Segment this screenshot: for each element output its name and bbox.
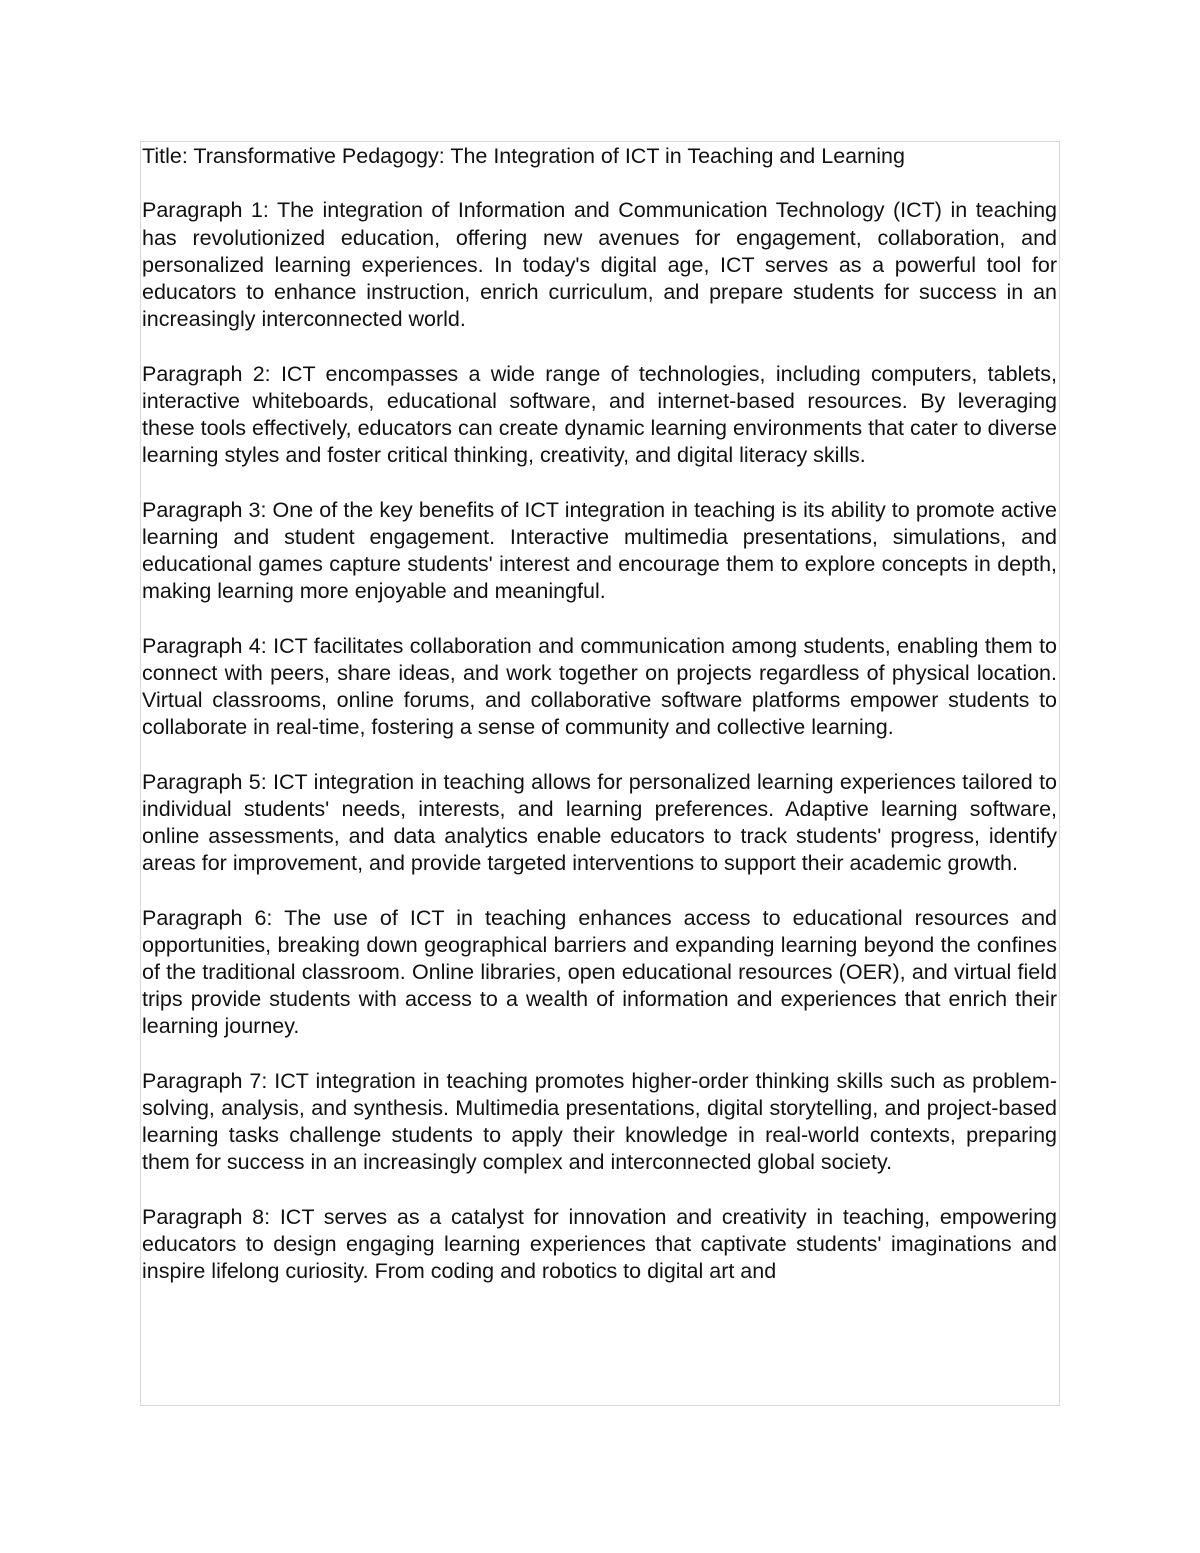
- paragraph-2: Paragraph 2: ICT encompasses a wide range of technologies, including computers, tablets, interactive whiteboards, educational software, and internet-based resources. By leveraging these tools effectively, educators can create dynamic learning environments that cater to diverse learning styles and foster critical thinking, creativity, and digital literacy skills.: [142, 361, 1057, 468]
- paragraph-3: Paragraph 3: One of the key benefits of ICT integration in teaching is its ability to promote active learning and student engagement. Interactive multimedia presentations, simulations, and educational games capture students' interest and encourage them to explore concepts in depth, making learning more enjoyable and meaningful.: [142, 497, 1057, 604]
- paragraph-5: Paragraph 5: ICT integration in teaching allows for personalized learning experiences tailored to individual students' needs, interests, and learning preferences. Adaptive learning software, online assessments, and data analytics enable educators to track students' progress, identify areas for improvement, and provide targeted interventions to support their academic growth.: [142, 769, 1057, 876]
- document-text-box: [140, 141, 1060, 1406]
- paragraph-1: Paragraph 1: The integration of Information and Communication Technology (ICT) in teaching has revolutionized education, offering new avenues for engagement, collaboration, and personalized learning experiences. In today's digital age, ICT serves as a powerful tool for educators to enhance instruction, enrich curriculum, and prepare students for success in an increasingly interconnected world.: [142, 198, 1057, 332]
- paragraph-4: Paragraph 4: ICT facilitates collaboration and communication among students, enabling them to connect with peers, share ideas, and work together on projects regardless of physical location. Virtual classrooms, online forums, and collaborative software platforms empower students to collaborate in real-time, fostering a sense of community and collective learning.: [142, 633, 1057, 740]
- document-title: Title: Transformative Pedagogy: The Integration of ICT in Teaching and Learning: [142, 144, 905, 168]
- paragraph-8: Paragraph 8: ICT serves as a catalyst for innovation and creativity in teaching, empowering educators to design engaging learning experiences that captivate students' imaginations and inspire lifelong curiosity. From coding and robotics to digital art and: [142, 1204, 1057, 1284]
- paragraph-6: Paragraph 6: The use of ICT in teaching enhances access to educational resources and opportunities, breaking down geographical barriers and expanding learning beyond the confines of the traditional classroom. Online libraries, open educational resources (OER), and virtual field trips provide students with access to a wealth of information and experiences that enrich their learning journey.: [142, 905, 1057, 1039]
- paragraph-7: Paragraph 7: ICT integration in teaching promotes higher-order thinking skills such as problem-solving, analysis, and synthesis. Multimedia presentations, digital storytelling, and project-based learning tasks challenge students to apply their knowledge in real-world contexts, preparing them for success in an increasingly complex and interconnected global society.: [142, 1068, 1057, 1175]
